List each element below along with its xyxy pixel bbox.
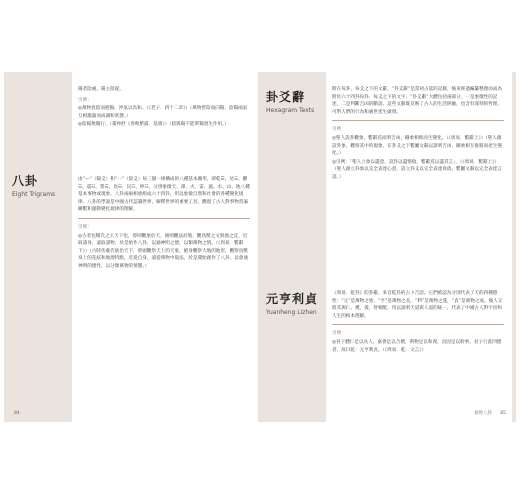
term-bagua-english: Eight Trigrams <box>12 191 56 198</box>
quote: ◎陰陽無獨行。（董仲舒《春秋繁露．基義》）（陰與陽不能單獨發生作用。） <box>78 122 229 128</box>
quote: ◎君子體仁足以長人，嘉會足以合禮，利物足以和義，貞固足以幹事。君子行此四德者，故曰乾：元亨利貞。（《周易．乾．文言》） <box>332 339 502 353</box>
left-page <box>8 72 258 422</box>
example-label: 引例： <box>78 224 92 230</box>
example-label: 引例： <box>332 331 346 337</box>
quote-block <box>332 324 504 354</box>
definition: 由“—”（陽爻）和“- -”（陰爻）每三個一組構成的八種基本圖形，即乾☰、兌☱、離☲、震☳、巽☴、坎☵、艮☶、坤☷。分別象徵天、澤、火、雷、風、水、山、地八種基本事物或現象。八卦兩兩相重組成六十四卦，用以象徵自然和社會的各種變化規律。八卦的學說是中國古代認識世界、解釋世界的重要工具，體現了古人對事物普遍聯繫和運動變化規律的理解。 <box>78 177 250 213</box>
quote-block <box>78 218 250 271</box>
term-yuanhenglizhen-chinese: 元亨利貞 <box>266 292 319 306</box>
quote-block <box>332 120 504 181</box>
right-sidebar <box>262 72 326 422</box>
quote: ◎萬物負陰而抱陽，沖氣以為和。（《老子．四十二章》）（萬物皆陰而向陽，陰陽兩氣互相激蕩而成調和狀態。） <box>78 106 248 119</box>
term-guayaoci-english: Hexagram Texts <box>266 107 315 114</box>
left-sidebar <box>8 72 72 422</box>
quote: ◎引例：「聖人立象以盡意，設卦以盡情偽，繫辭焉以盡其言」。（《周易．繫辭上》）（聖人創立卦象以完全表達心意，設立卦爻以完全表達真偽，繫屬文辭以完全表達言語。） <box>332 159 502 180</box>
left-top-text <box>78 86 250 130</box>
definition: 附在每卦、每爻之下的文辭，“卦爻辭”是當初占筮的記錄，後來經過編纂整理而成為附於六十四卦每卦、每爻之下的文字。“卦爻辭”大體包括兩部分，一是象徵性的記述，二是判斷吉凶的斷語。這些文辭既反映了古人的生活經驗，也含有深刻的哲理，可對人們的行為和處世產生啟發。 <box>332 87 503 115</box>
term-bagua-chinese: 八卦 <box>12 174 39 188</box>
right-term1-body <box>332 86 504 183</box>
running-head: 易經八卦 <box>474 411 492 416</box>
term-guayaoci <box>266 88 324 114</box>
term-guayaoci-chinese: 卦爻辭 <box>266 90 306 104</box>
definition: 《周易．乾卦》的卦辭，來自乾卦的占卜吉語。它們被認為分別代表了天的四種德性：“元”是萬物之始，“亨”是萬物之長，“利”是萬物之遂，“貞”是萬物之成。後人又將其與仁、禮、義、智相配，用以說明天道與人道的統一，代表了中國古人對宇宙和人生的根本理解。 <box>332 291 503 319</box>
page-number-right: 85 <box>500 411 506 416</box>
page-number-left: 84 <box>14 411 20 416</box>
quote: ◎聖人設卦觀象，繫辭焉而明吉凶，剛柔相推而生變化。（《周易．繫辭上》）（聖人創設卦象，觀察其中的現象，在卦爻之下繫屬文辭以說明吉凶，剛柔相互推移而產生變化。） <box>332 135 502 157</box>
paragraph: 陽者陰處，陽主陰從。 <box>78 87 124 92</box>
term-yuanhenglizhen <box>266 290 324 316</box>
example-label: 引例： <box>332 127 346 133</box>
term-bagua <box>12 172 70 198</box>
left-term-body <box>78 176 250 272</box>
right-page <box>262 72 512 422</box>
right-term2-body <box>332 290 504 355</box>
book-spread <box>4 72 516 422</box>
quote: ◎古者包犧氏之王天下也，仰則觀象於天，俯則觀法於地，觀鳥獸之文與地之宜，近取諸身，遠取諸物，於是始作八卦，以通神明之德，以類萬物之情。（《周易．繫辭下》）（古時伏羲氏統治天下，仰頭觀察天上的天象，俯身觀察大地的地形，觀察鳥獸身上的花紋和地理特點，近從自身，遠從萬物中取法，於是開始創作了八卦，以會通神明的德性，以分類萬物的情態。） <box>78 233 248 269</box>
example-label: 引例： <box>78 97 92 103</box>
term-yuanhenglizhen-english: Yuanheng Lizhen <box>266 309 317 316</box>
